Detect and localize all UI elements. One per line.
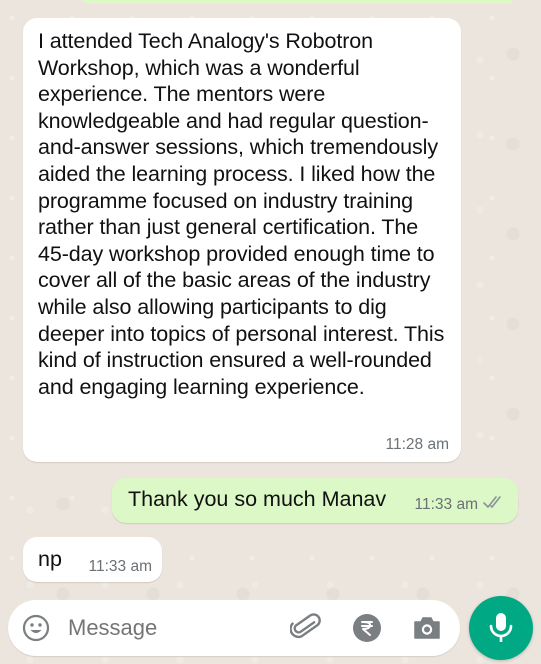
read-receipt-icon xyxy=(483,495,505,514)
previous-message-bubble[interactable] xyxy=(82,0,514,4)
message-timestamp: 11:33 am xyxy=(88,558,152,575)
message-composer xyxy=(8,600,460,656)
incoming-message-bubble[interactable] xyxy=(23,537,162,582)
message-text: Thank you so much Manav xyxy=(128,487,387,511)
incoming-message-bubble[interactable] xyxy=(23,18,461,462)
camera-icon[interactable] xyxy=(412,614,442,642)
rupee-icon[interactable] xyxy=(352,613,382,643)
message-text: np xyxy=(38,547,62,571)
outgoing-message-bubble[interactable] xyxy=(112,478,518,523)
message-input[interactable] xyxy=(68,615,268,641)
message-text: I attended Tech Analogy's Robotron Workshop, which was a wonderful experience. The mentors were knowledgeable and had regular question-and-answer sessions, which tremendously aided the learning process. I liked how the programme focused on industry training rather than just general certification. The 45-day workshop provided enough time to cover all of the basic areas of the industry while also allowing participants to dig deeper into topics of personal interest. This kind of instruction ensured a well-rounded and engaging learning experience. xyxy=(38,29,445,399)
voice-message-button[interactable] xyxy=(469,596,533,660)
emoji-icon[interactable] xyxy=(22,614,50,642)
message-timestamp: 11:28 am xyxy=(385,436,449,453)
attach-icon[interactable] xyxy=(290,613,322,643)
mic-icon xyxy=(488,612,514,644)
message-timestamp: 11:33 am xyxy=(414,496,478,513)
